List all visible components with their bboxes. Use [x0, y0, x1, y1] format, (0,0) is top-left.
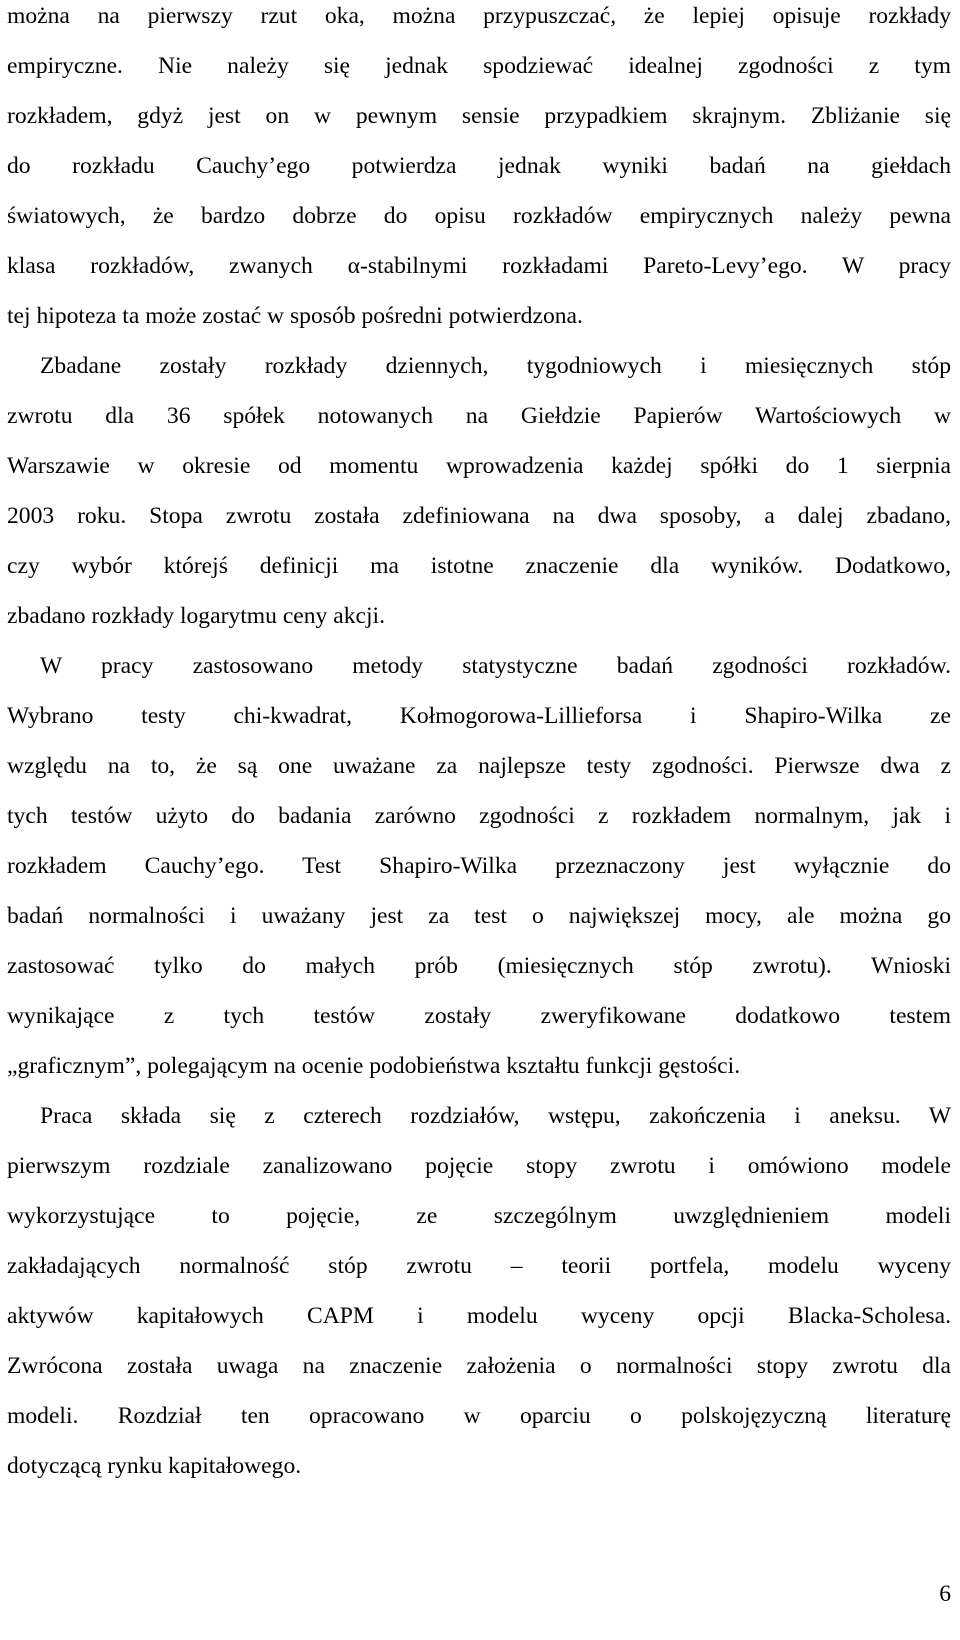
text-line: Zbadane zostały rozkłady dziennych, tygodniowych i miesięcznych stóp: [40, 353, 951, 379]
text-line: badań normalności i uważany jest za test o największej mocy, ale można go: [7, 903, 951, 929]
text-line: tych testów użyto do badania zarówno zgodności z rozkładem normalnym, jak i: [7, 803, 951, 829]
text-line: 2003 roku. Stopa zwrotu została zdefiniowana na dwa sposoby, a dalej zbadano,: [7, 503, 951, 529]
text-line: aktywów kapitałowych CAPM i modelu wyceny opcji Blacka-Scholesa.: [7, 1303, 951, 1329]
text-line: zastosować tylko do małych prób (miesięcznych stóp zwrotu). Wnioski: [7, 953, 951, 979]
text-line: można na pierwszy rzut oka, można przypuszczać, że lepiej opisuje rozkłady: [7, 3, 951, 29]
text-line: Warszawie w okresie od momentu wprowadzenia każdej spółki do 1 sierpnia: [7, 453, 951, 479]
text-line: „graficznym”, polegającym na ocenie podobieństwa kształtu funkcji gęstości.: [7, 1053, 741, 1079]
text-line: Praca składa się z czterech rozdziałów, wstępu, zakończenia i aneksu. W: [40, 1103, 951, 1129]
text-line: pierwszym rozdziale zanalizowano pojęcie stopy zwrotu i omówiono modele: [7, 1153, 951, 1179]
text-line: klasa rozkładów, zwanych α-stabilnymi rozkładami Pareto-Levy’ego. W pracy: [7, 253, 951, 279]
text-line: wynikające z tych testów zostały zweryfikowane dodatkowo testem: [7, 1003, 951, 1029]
text-line: wykorzystujące to pojęcie, ze szczególnym uwzględnieniem modeli: [7, 1203, 951, 1229]
text-line: empiryczne. Nie należy się jednak spodziewać idealnej zgodności z tym: [7, 53, 951, 79]
text-line: rozkładem Cauchy’ego. Test Shapiro-Wilka przeznaczony jest wyłącznie do: [7, 853, 951, 879]
text-line: zbadano rozkłady logarytmu ceny akcji.: [7, 603, 386, 629]
page-number: 6: [939, 1581, 951, 1607]
text-line: modeli. Rozdział ten opracowano w oparciu o polskojęzyczną literaturę: [7, 1403, 951, 1429]
text-line: tej hipoteza ta może zostać w sposób pośredni potwierdzona.: [7, 303, 583, 329]
text-line: czy wybór którejś definicji ma istotne znaczenie dla wyników. Dodatkowo,: [7, 553, 951, 579]
text-line: światowych, że bardzo dobrze do opisu rozkładów empirycznych należy pewna: [7, 203, 951, 229]
text-line: względu na to, że są one uważane za najlepsze testy zgodności. Pierwsze dwa z: [7, 753, 951, 779]
text-line: dotyczącą rynku kapitałowego.: [7, 1453, 302, 1479]
text-line: zakładających normalność stóp zwrotu – teorii portfela, modelu wyceny: [7, 1253, 951, 1279]
text-line: Zwrócona została uwaga na znaczenie założenia o normalności stopy zwrotu dla: [7, 1353, 951, 1379]
text-line: rozkładem, gdyż jest on w pewnym sensie przypadkiem skrajnym. Zbliżanie się: [7, 103, 951, 129]
text-line: W pracy zastosowano metody statystyczne badań zgodności rozkładów.: [40, 653, 951, 679]
text-line: zwrotu dla 36 spółek notowanych na Giełdzie Papierów Wartościowych w: [7, 403, 951, 429]
text-line: Wybrano testy chi-kwadrat, Kołmogorowa-Lillieforsa i Shapiro-Wilka ze: [7, 703, 951, 729]
text-line: do rozkładu Cauchy’ego potwierdza jednak wyniki badań na giełdach: [7, 153, 951, 179]
